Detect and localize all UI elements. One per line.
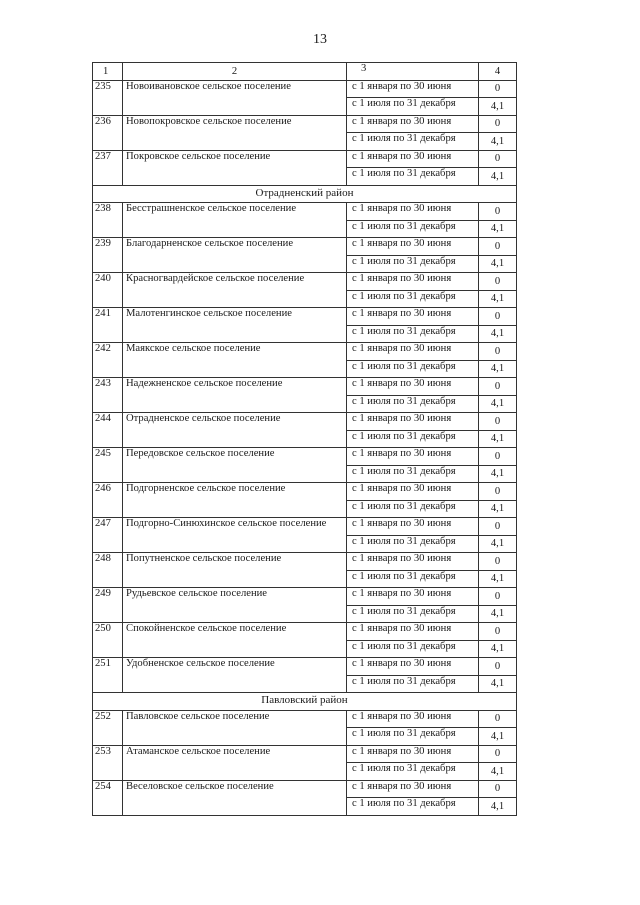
settlement-name: Новоивановское сельское поселение — [123, 80, 347, 115]
district-row — [93, 693, 517, 711]
settlement-name: Новопокровское сельское поселение — [123, 115, 347, 150]
period-second-half: с 1 июля по 31 декабря — [347, 220, 479, 238]
period-first-half: с 1 января по 30 июня — [347, 745, 479, 763]
row-number: 243 — [93, 378, 123, 413]
value-second-half: 4,1 — [479, 325, 517, 343]
table-row — [93, 80, 517, 98]
value-second-half: 4,1 — [479, 605, 517, 623]
settlement-name: Рудьевское сельское поселение — [123, 588, 347, 623]
value-first-half: 0 — [479, 518, 517, 536]
value-second-half: 4,1 — [479, 465, 517, 483]
row-number: 253 — [93, 745, 123, 780]
period-second-half: с 1 июля по 31 декабря — [347, 675, 479, 693]
value-first-half: 0 — [479, 623, 517, 641]
period-first-half: с 1 января по 30 июня — [347, 710, 479, 728]
value-second-half: 4,1 — [479, 133, 517, 151]
district-name: Отрадненский район — [93, 185, 517, 203]
value-first-half: 0 — [479, 115, 517, 133]
period-second-half: с 1 июля по 31 декабря — [347, 430, 479, 448]
table-row — [93, 273, 517, 291]
table-row — [93, 710, 517, 728]
table-row — [93, 518, 517, 536]
value-first-half: 0 — [479, 308, 517, 326]
settlements-table — [92, 62, 517, 816]
period-first-half: с 1 января по 30 июня — [347, 588, 479, 606]
table-row — [93, 238, 517, 256]
period-first-half: с 1 января по 30 июня — [347, 413, 479, 431]
period-second-half: с 1 июля по 31 декабря — [347, 500, 479, 518]
column-header-1: 1 — [93, 63, 123, 81]
table-row — [93, 150, 517, 168]
period-first-half: с 1 января по 30 июня — [347, 448, 479, 466]
table-row — [93, 115, 517, 133]
value-second-half: 4,1 — [479, 675, 517, 693]
period-second-half: с 1 июля по 31 декабря — [347, 168, 479, 186]
period-first-half: с 1 января по 30 июня — [347, 343, 479, 361]
column-header-4: 4 — [479, 63, 517, 81]
settlement-name: Красногвардейское сельское поселение — [123, 273, 347, 308]
value-first-half: 0 — [479, 483, 517, 501]
settlement-name: Благодарненское сельское поселение — [123, 238, 347, 273]
row-number: 247 — [93, 518, 123, 553]
value-first-half: 0 — [479, 413, 517, 431]
period-second-half: с 1 июля по 31 декабря — [347, 465, 479, 483]
row-number: 242 — [93, 343, 123, 378]
value-second-half: 4,1 — [479, 98, 517, 116]
row-number: 251 — [93, 658, 123, 693]
settlement-name: Атаманское сельское поселение — [123, 745, 347, 780]
settlement-name: Малотенгинское сельское поселение — [123, 308, 347, 343]
value-second-half: 4,1 — [479, 728, 517, 746]
period-second-half: с 1 июля по 31 декабря — [347, 570, 479, 588]
table-row — [93, 203, 517, 221]
value-first-half: 0 — [479, 448, 517, 466]
table-row — [93, 483, 517, 501]
value-second-half: 4,1 — [479, 290, 517, 308]
value-first-half: 0 — [479, 80, 517, 98]
value-second-half: 4,1 — [479, 640, 517, 658]
table-row — [93, 623, 517, 641]
table-row — [93, 745, 517, 763]
value-first-half: 0 — [479, 203, 517, 221]
district-row — [93, 185, 517, 203]
period-first-half: с 1 января по 30 июня — [347, 115, 479, 133]
header-row — [93, 63, 517, 81]
row-number: 250 — [93, 623, 123, 658]
row-number: 245 — [93, 448, 123, 483]
row-number: 249 — [93, 588, 123, 623]
row-number: 241 — [93, 308, 123, 343]
settlement-name: Подгорненское сельское поселение — [123, 483, 347, 518]
value-second-half: 4,1 — [479, 798, 517, 816]
period-first-half: с 1 января по 30 июня — [347, 483, 479, 501]
period-second-half: с 1 июля по 31 декабря — [347, 255, 479, 273]
settlement-name: Бесстрашненское сельское поселение — [123, 203, 347, 238]
period-second-half: с 1 июля по 31 декабря — [347, 133, 479, 151]
period-first-half: с 1 января по 30 июня — [347, 518, 479, 536]
period-second-half: с 1 июля по 31 декабря — [347, 325, 479, 343]
column-header-3: 3 — [347, 63, 479, 81]
table-body — [93, 63, 517, 816]
row-number: 240 — [93, 273, 123, 308]
period-second-half: с 1 июля по 31 декабря — [347, 535, 479, 553]
settlement-name: Веселовское сельское поселение — [123, 780, 347, 815]
district-name: Павловский район — [93, 693, 517, 711]
period-first-half: с 1 января по 30 июня — [347, 780, 479, 798]
table-row — [93, 780, 517, 798]
row-number: 237 — [93, 150, 123, 185]
period-first-half: с 1 января по 30 июня — [347, 553, 479, 571]
period-second-half: с 1 июля по 31 декабря — [347, 728, 479, 746]
value-second-half: 4,1 — [479, 395, 517, 413]
row-number: 236 — [93, 115, 123, 150]
value-second-half: 4,1 — [479, 255, 517, 273]
row-number: 248 — [93, 553, 123, 588]
table-row — [93, 588, 517, 606]
settlement-name: Спокойненское сельское поселение — [123, 623, 347, 658]
period-first-half: с 1 января по 30 июня — [347, 238, 479, 256]
value-second-half: 4,1 — [479, 570, 517, 588]
settlement-name: Маякское сельское поселение — [123, 343, 347, 378]
settlement-name: Попутненское сельское поселение — [123, 553, 347, 588]
table-row — [93, 448, 517, 466]
value-first-half: 0 — [479, 273, 517, 291]
page-number: 13 — [313, 32, 327, 47]
settlement-name: Надежненское сельское поселение — [123, 378, 347, 413]
value-second-half: 4,1 — [479, 220, 517, 238]
period-first-half: с 1 января по 30 июня — [347, 658, 479, 676]
row-number: 238 — [93, 203, 123, 238]
column-header-2: 2 — [123, 63, 347, 81]
period-first-half: с 1 января по 30 июня — [347, 378, 479, 396]
value-first-half: 0 — [479, 710, 517, 728]
value-first-half: 0 — [479, 745, 517, 763]
table-row — [93, 553, 517, 571]
period-first-half: с 1 января по 30 июня — [347, 150, 479, 168]
period-first-half: с 1 января по 30 июня — [347, 308, 479, 326]
period-first-half: с 1 января по 30 июня — [347, 273, 479, 291]
value-first-half: 0 — [479, 378, 517, 396]
value-first-half: 0 — [479, 553, 517, 571]
table-row — [93, 658, 517, 676]
table-row — [93, 343, 517, 361]
value-second-half: 4,1 — [479, 168, 517, 186]
period-second-half: с 1 июля по 31 декабря — [347, 605, 479, 623]
table-row — [93, 308, 517, 326]
value-first-half: 0 — [479, 780, 517, 798]
value-first-half: 0 — [479, 588, 517, 606]
table-row — [93, 378, 517, 396]
settlement-name: Покровское сельское поселение — [123, 150, 347, 185]
settlement-name: Павловское сельское поселение — [123, 710, 347, 745]
period-second-half: с 1 июля по 31 декабря — [347, 640, 479, 658]
value-first-half: 0 — [479, 238, 517, 256]
row-number: 246 — [93, 483, 123, 518]
value-second-half: 4,1 — [479, 360, 517, 378]
value-first-half: 0 — [479, 150, 517, 168]
period-first-half: с 1 января по 30 июня — [347, 203, 479, 221]
period-second-half: с 1 июля по 31 декабря — [347, 360, 479, 378]
value-second-half: 4,1 — [479, 500, 517, 518]
period-first-half: с 1 января по 30 июня — [347, 80, 479, 98]
value-first-half: 0 — [479, 343, 517, 361]
settlement-name: Отрадненское сельское поселение — [123, 413, 347, 448]
row-number: 252 — [93, 710, 123, 745]
value-second-half: 4,1 — [479, 535, 517, 553]
value-second-half: 4,1 — [479, 763, 517, 781]
value-first-half: 0 — [479, 658, 517, 676]
period-second-half: с 1 июля по 31 декабря — [347, 395, 479, 413]
period-second-half: с 1 июля по 31 декабря — [347, 290, 479, 308]
row-number: 244 — [93, 413, 123, 448]
row-number: 239 — [93, 238, 123, 273]
period-first-half: с 1 января по 30 июня — [347, 623, 479, 641]
settlement-name: Передовское сельское поселение — [123, 448, 347, 483]
table-row — [93, 413, 517, 431]
period-second-half: с 1 июля по 31 декабря — [347, 763, 479, 781]
row-number: 235 — [93, 80, 123, 115]
period-second-half: с 1 июля по 31 декабря — [347, 98, 479, 116]
row-number: 254 — [93, 780, 123, 815]
settlement-name: Подгорно-Синюхинское сельское поселение — [123, 518, 347, 553]
value-second-half: 4,1 — [479, 430, 517, 448]
settlement-name: Удобненское сельское поселение — [123, 658, 347, 693]
period-second-half: с 1 июля по 31 декабря — [347, 798, 479, 816]
